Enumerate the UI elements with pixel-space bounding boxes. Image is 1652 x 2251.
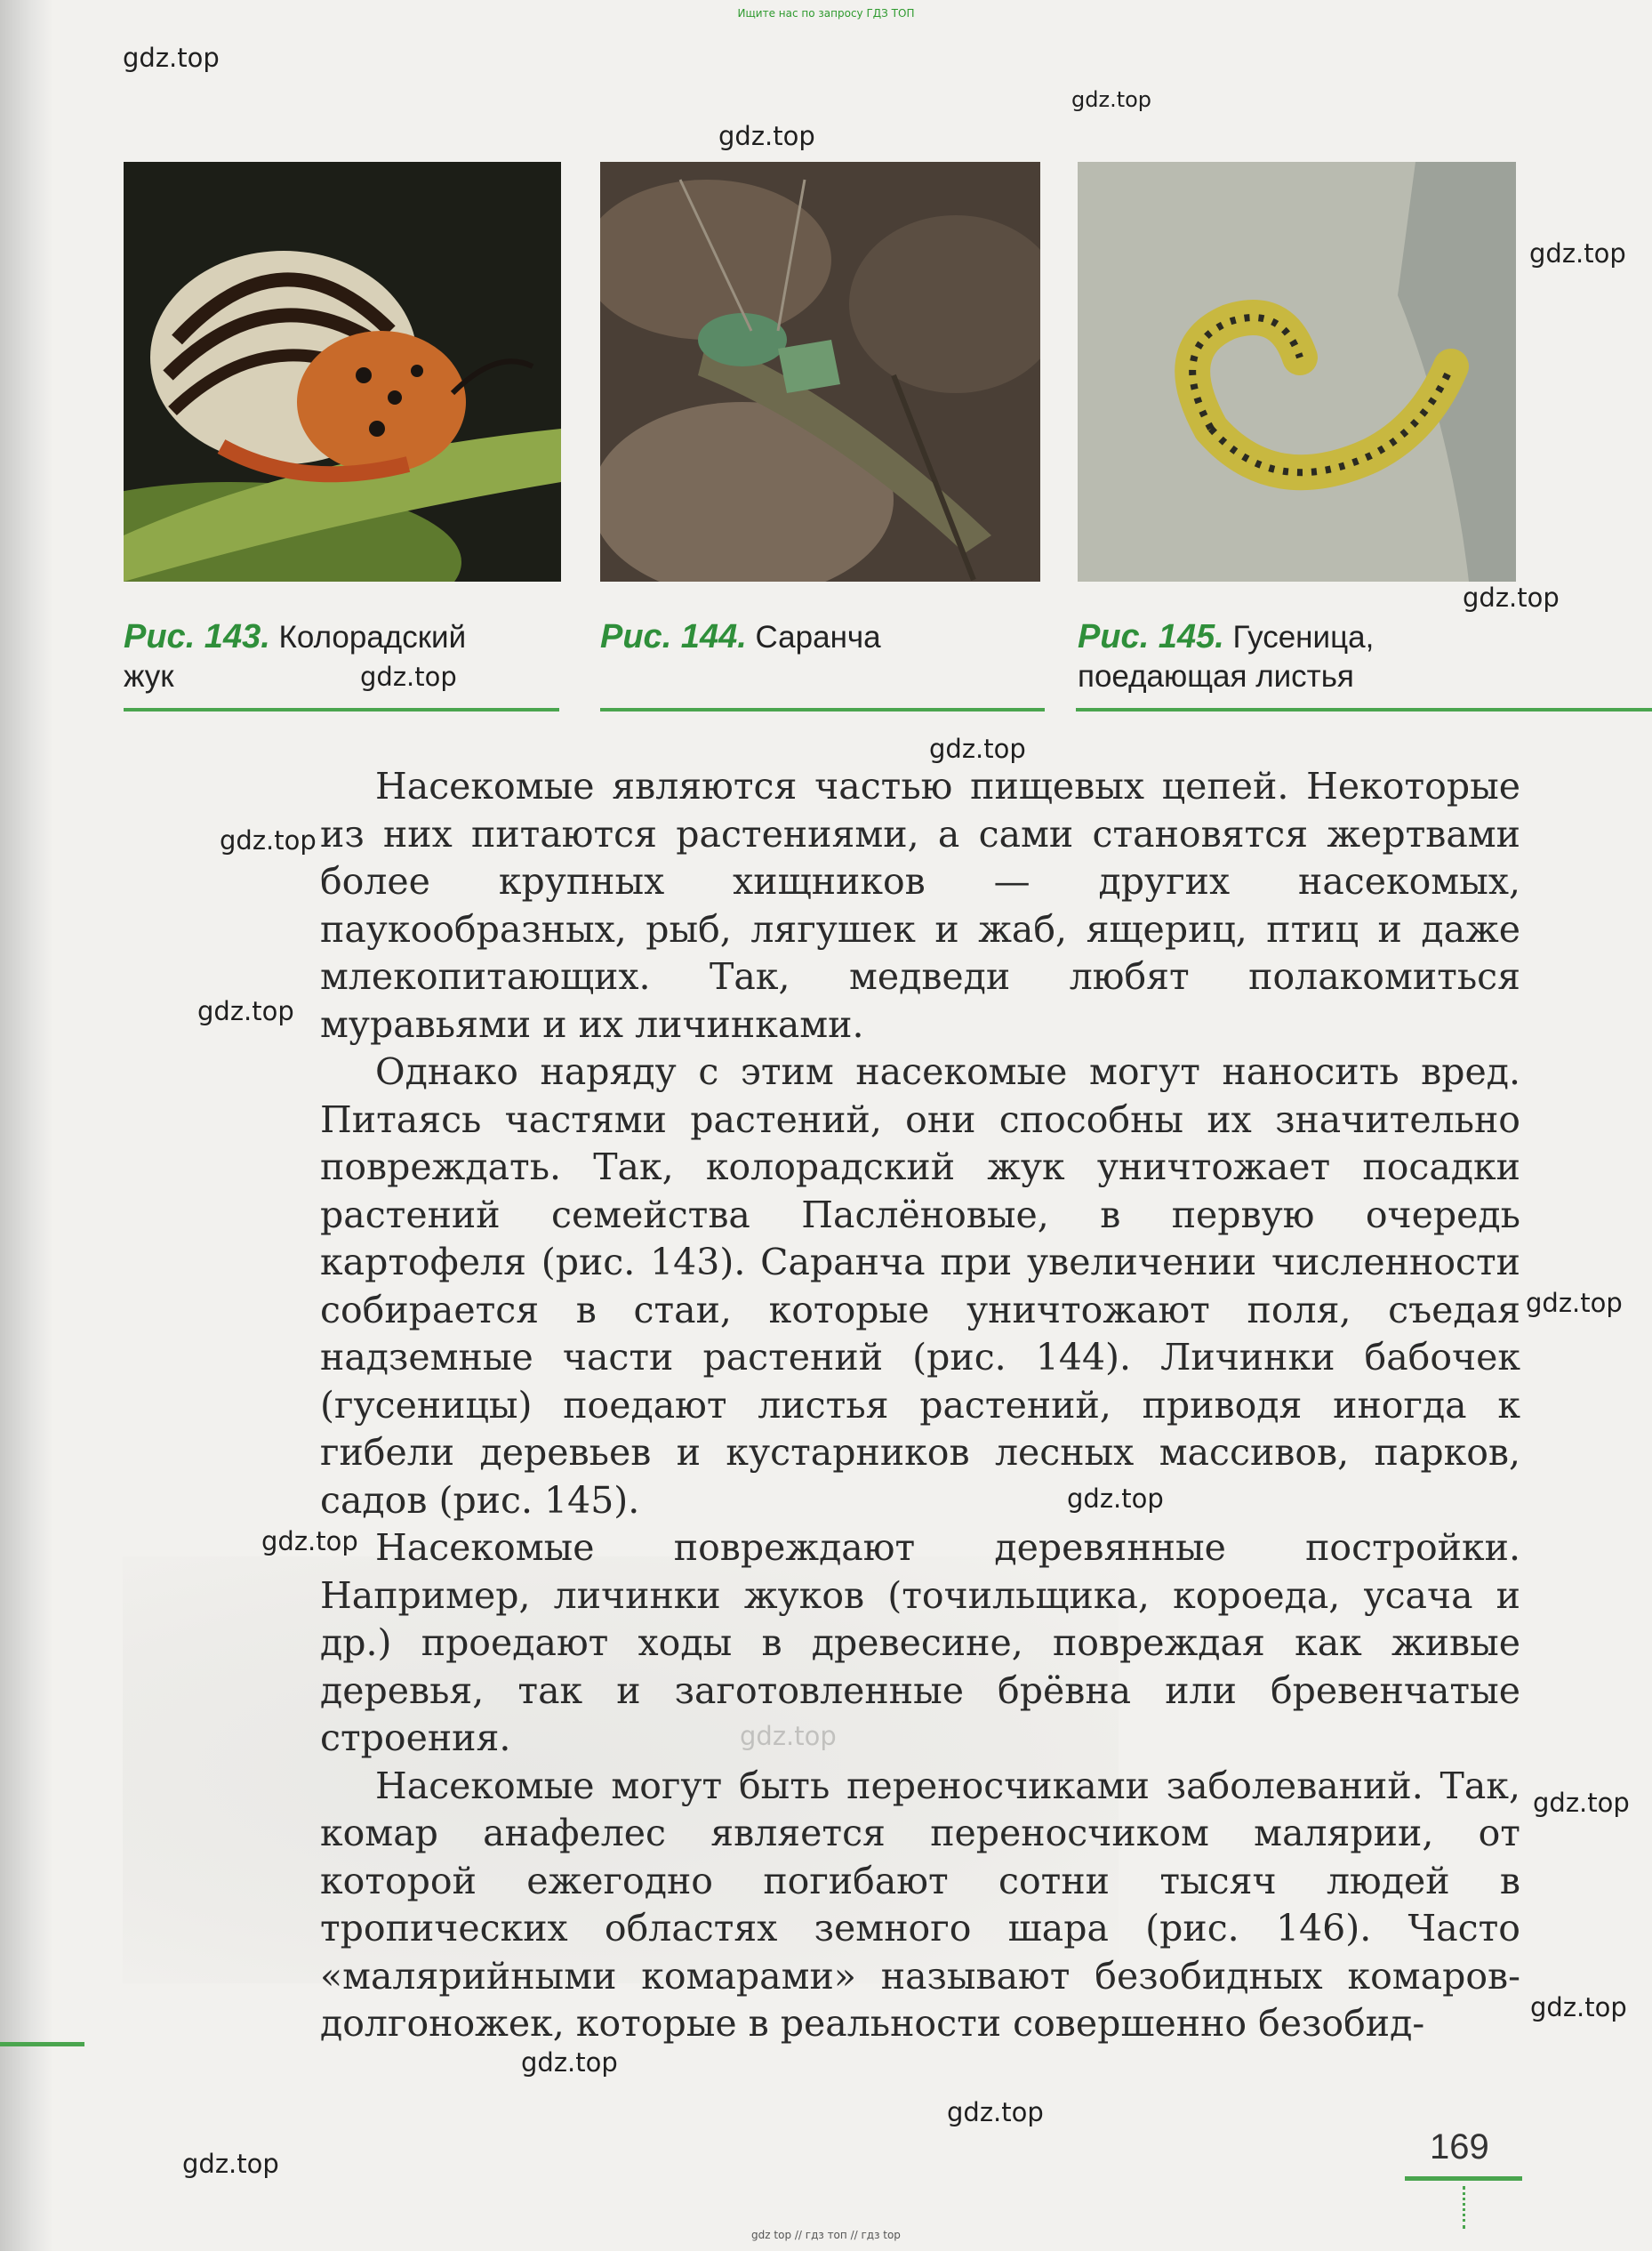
watermark: gdz.top	[123, 43, 220, 73]
figure-number: Рис. 143.	[124, 618, 270, 655]
paragraph: Однако наряду с этим насекомые могут наносить вред. Питаясь частями растений, они способны их значительно повреждать. Так, колорадский жук уничтожает посадки растений семейства Паслёновые, в первую очередь картофеля (рис. 143). Саранча при увеличении численности собирается в стаи, которые уничтожают поля, съедая надземные части растений (рис. 144). Личинки бабочек (гусеницы) поедают листья растений, приводя иногда к гибели деревьев и кустарников лесных массивов, парков, садов (рис. 145).	[320, 1050, 1520, 1522]
watermark: gdz.top	[360, 662, 457, 692]
top-banner: Ищите нас по запросу ГДЗ ТОП	[737, 7, 915, 20]
photo-caterpillar	[1078, 162, 1516, 582]
watermark: gdz.top	[1533, 1788, 1630, 1818]
bottom-banner: gdz top // гдз топ // гдз top	[751, 2229, 901, 2241]
caption-divider	[1076, 708, 1652, 711]
watermark: gdz.top	[261, 1526, 358, 1556]
figure-caption-145	[1078, 617, 1522, 696]
watermark: gdz.top	[1067, 1483, 1164, 1514]
watermark: gdz.top	[947, 2097, 1044, 2127]
watermark: gdz.top	[197, 996, 294, 1026]
caption-text: Саранча	[755, 620, 881, 655]
watermark: gdz.top	[521, 2047, 618, 2078]
watermark: gdz.top	[1463, 583, 1560, 613]
watermark: gdz.top	[182, 2149, 279, 2179]
book-spine-shadow	[0, 0, 53, 2251]
watermark: gdz.top	[1530, 1992, 1627, 2022]
caption-divider	[600, 708, 1045, 711]
watermark: gdz.top	[718, 121, 815, 151]
photo-colorado-beetle	[124, 162, 561, 582]
body-text	[320, 763, 1520, 2048]
watermark: gdz.top	[929, 734, 1026, 764]
watermark: gdz.top	[220, 825, 317, 856]
left-margin-bar	[0, 2042, 84, 2046]
figure-caption-143	[124, 617, 586, 696]
paragraph: Насекомые повреждают деревянные постройки. Например, личинки жуков (точильщика, короеда, усача и др.) проедают ходы в древесине, повреждая как живые деревья, так и заготовленные брёвна или бревенчатые строения.	[320, 1526, 1520, 1759]
figure-number: Рис. 144.	[600, 618, 747, 655]
caption-divider	[124, 708, 559, 711]
watermark: gdz.top	[1071, 87, 1152, 112]
paragraph: Насекомые являются частью пищевых цепей. Некоторые из них питаются растениями, а сами становятся жертвами более крупных хищников — других насекомых, паукообразных, рыб, лягушек и жаб, ящериц, птиц и даже млекопитающих. Так, медведи любят полакомиться муравьями и их личинками.	[320, 765, 1520, 1046]
caption-text: Гусеница,	[1232, 620, 1375, 655]
page-number-dots	[1463, 2186, 1465, 2229]
watermark: gdz.top	[1529, 238, 1626, 269]
paragraph: Насекомые могут быть переносчиками заболеваний. Так, комар анафелес является переносчиком малярии, от которой ежегодно погибают сотни тысяч людей в тропических областях земного шара (рис. 146). Часто «малярийными комарами» называют безобидных комаров-долгоножек, которые в реальности совершенно безобид-	[320, 1764, 1520, 2045]
page-number: 169	[1430, 2127, 1489, 2167]
photo-locust	[600, 162, 1040, 582]
figure-number: Рис. 145.	[1078, 618, 1224, 655]
watermark: gdz.top	[1526, 1288, 1623, 1318]
page-number-rule	[1405, 2176, 1522, 2181]
caption-text: поедающая листья	[1078, 659, 1354, 694]
figure-caption-144	[600, 617, 1045, 657]
caption-text: жук	[124, 659, 174, 694]
caption-text: Колорадский	[278, 620, 467, 655]
